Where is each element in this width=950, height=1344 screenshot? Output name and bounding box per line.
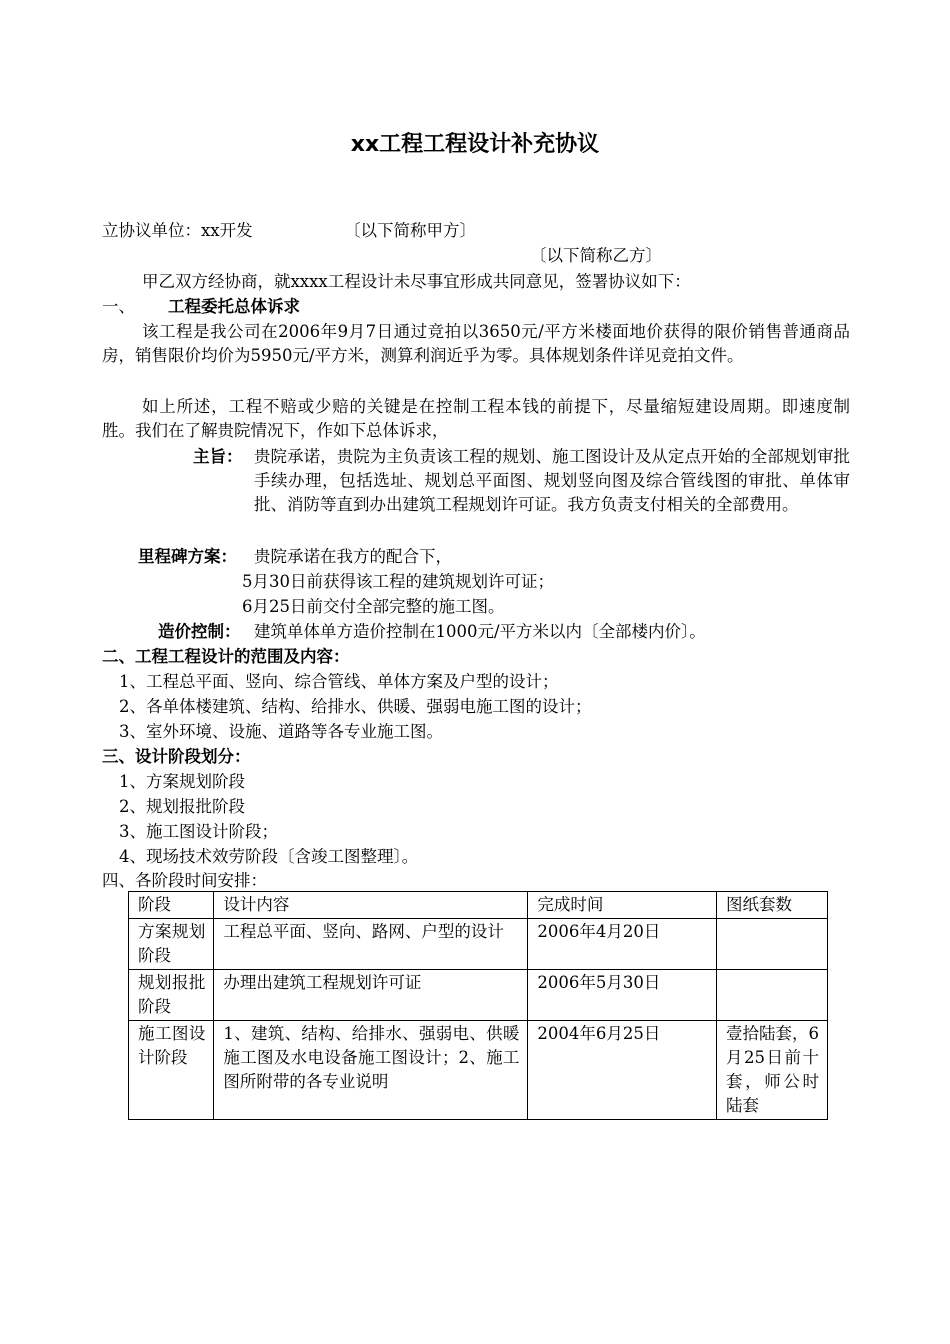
section1-heading: 工程委托总体诉求 [168,297,300,316]
section1-paragraph-1: 该工程是我公司在2006年9月7日通过竞拍以3650元/平方米楼面地价获得的限价销售普通商品房，销售限价均价为5950元/平方米，测算利润近乎为零。具体规划条件详见竞拍文件。 [102,322,850,365]
party-a-note: 〔以下简称甲方〕 [344,221,476,240]
party-b-note: 〔以下简称乙方〕 [530,246,662,265]
table-cell-stage: 规划报批阶段 [129,970,214,1021]
milestone-text: 贵院承诺在我方的配合下， [254,547,452,566]
cost-control-text: 建筑单体单方造价控制在1000元/平方米以内〔全部楼内价〕。 [254,622,706,641]
section3-item: 2、规划报批阶段 [119,797,245,816]
table-cell-deadline: 2006年4月20日 [528,919,717,970]
table-cell-stage: 施工图设计阶段 [129,1021,214,1120]
main-purpose-label: 主旨： [193,447,243,466]
section2-heading: 二、工程工程设计的范围及内容： [102,647,350,666]
section3-item: 3、施工图设计阶段； [119,822,278,841]
table-cell-sets [717,919,828,970]
main-purpose-text: 贵院承诺，贵院为主负责该工程的规划、施工图设计及从定点开始的全部规划审批手续办理，包括选址、规划总平面图、规划竖向图及综合管线图的审批、单体审批、消防等直到办出建筑工程规划许可证。我方负责支付相关的全部费用。 [254,447,850,514]
document-title: xx工程工程设计补充协议 [350,132,600,157]
party-a-line: 立协议单位：xx开发 [102,221,253,240]
table-row [129,970,828,1021]
section1-number: 一、 [102,297,135,316]
section3-heading: 三、设计阶段划分： [102,747,251,766]
schedule-table [128,891,828,1120]
milestone-item-2: 6月25日前交付全部完整的施工图。 [242,597,505,616]
table-row [129,919,828,970]
table-cell-content: 办理出建筑工程规划许可证 [214,970,528,1021]
cost-control-label: 造价控制： [158,622,241,641]
section2-item: 1、工程总平面、竖向、综合管线、单体方案及户型的设计； [119,672,559,691]
table-header-cell: 设计内容 [214,892,528,919]
table-header-cell: 阶段 [129,892,214,919]
section3-item: 1、方案规划阶段 [119,772,245,791]
table-cell-sets: 壹拾陆套，6月25日前十套，师公时陆套 [717,1021,828,1120]
table-header-row [129,892,828,919]
milestone-label: 里程碑方案： [138,547,237,566]
table-cell-stage: 方案规划阶段 [129,919,214,970]
milestone-item-1: 5月30日前获得该工程的建筑规划许可证； [242,572,554,591]
table-header-cell: 图纸套数 [717,892,828,919]
table-header-cell: 完成时间 [528,892,717,919]
table-cell-content: 1、建筑、结构、给排水、强弱电、供暖施工图及水电设备施工图设计；2、施工图所附带的各专业说明 [214,1021,528,1120]
intro-paragraph: 甲乙双方经协商，就xxxx工程设计未尽事宜形成共同意见，签署协议如下： [142,272,691,291]
section2-item: 2、各单体楼建筑、结构、给排水、供暖、强弱电施工图的设计； [119,697,592,716]
table-cell-deadline: 2006年5月30日 [528,970,717,1021]
table-cell-sets [717,970,828,1021]
table-cell-deadline: 2004年6月25日 [528,1021,717,1120]
section3-item: 4、现场技术效劳阶段〔含竣工图整理〕。 [119,847,419,866]
table-row [129,1021,828,1120]
section1-paragraph-2: 如上所述，工程不赔或少赔的关键是在控制工程本钱的前提下，尽量缩短建设周期。即速度制胜。我们在了解贵院情况下，作如下总体诉求， [102,397,850,440]
section4-heading: 四、各阶段时间安排： [102,871,267,890]
section2-item: 3、室外环境、设施、道路等各专业施工图。 [119,722,443,741]
table-cell-content: 工程总平面、竖向、路网、户型的设计 [214,919,528,970]
